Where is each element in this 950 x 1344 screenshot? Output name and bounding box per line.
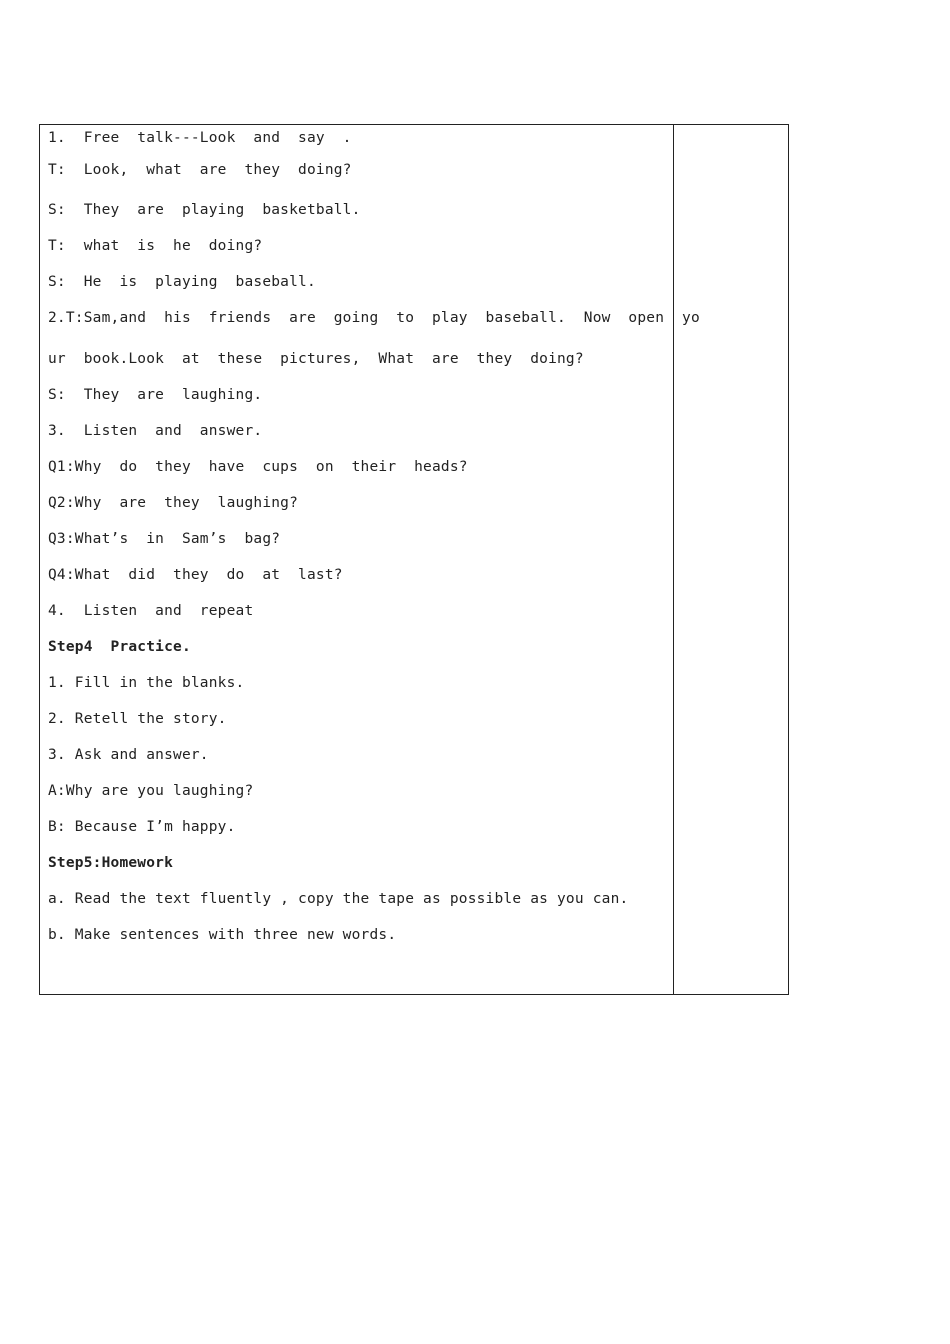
text-line: b. Make sentences with three new words. [48,927,397,943]
text-line: a. Read the text fluently , copy the tape as possible as you can. [48,891,629,907]
column-divider [673,125,674,994]
lesson-plan-table [39,124,789,995]
section-heading: Step5:Homework [48,855,174,871]
text-line: B: Because I’m happy. [48,819,236,835]
text-line: Q4:What did they do at last? [48,567,343,583]
text-line: 4. Listen and repeat [48,603,254,619]
text-line: A:Why are you laughing? [48,783,254,799]
section-heading: Step4 Practice. [48,639,191,655]
text-line: S: They are playing basketball. [48,202,361,218]
text-line: 2. Retell the story. [48,711,227,727]
text-line: ur book.Look at these pictures, What are they doing? [48,351,584,367]
text-line: 3. Ask and answer. [48,747,209,763]
text-line: 1. Fill in the blanks. [48,675,245,691]
text-line: Q1:Why do they have cups on their heads? [48,459,468,475]
text-line: Q2:Why are they laughing? [48,495,299,511]
text-line: T: what is he doing? [48,238,263,254]
text-line: S: He is playing baseball. [48,274,316,290]
text-line: 2.T:Sam,and his friends are going to play baseball. Now open yo [48,310,700,326]
text-line: S: They are laughing. [48,387,263,403]
text-line: T: Look, what are they doing? [48,162,352,178]
text-line: Q3:What’s in Sam’s bag? [48,531,281,547]
text-line: 1. Free talk---Look and say . [48,130,352,146]
text-line: 3. Listen and answer. [48,423,263,439]
